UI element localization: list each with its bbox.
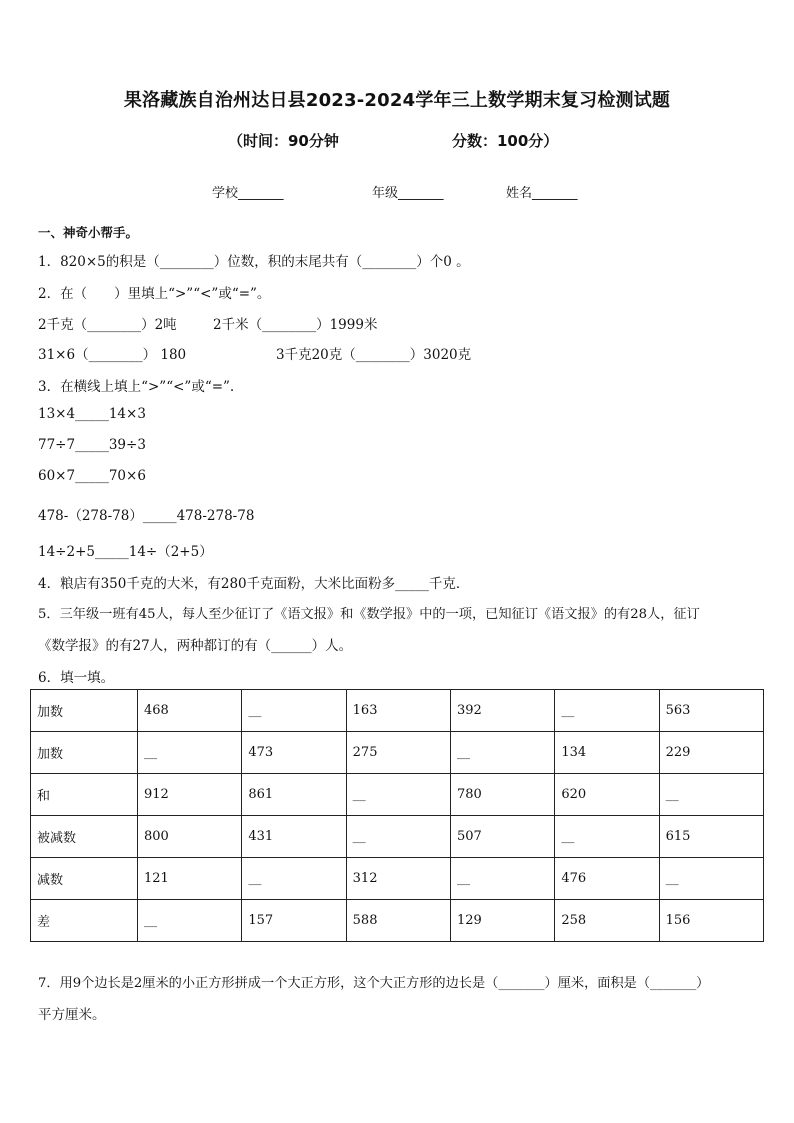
exam-score: 分数：100分） (452, 132, 559, 150)
table-cell[interactable]: __ (346, 816, 450, 858)
question-6: 6．填一填。 (38, 670, 115, 686)
table-row (31, 816, 764, 858)
question-3-item-c: 60×7_____70×6 (38, 468, 146, 484)
table-cell[interactable]: __ (242, 858, 346, 900)
table-cell[interactable]: __ (138, 900, 242, 942)
table-row (31, 732, 764, 774)
table-row (31, 774, 764, 816)
question-2-item-b: 2千米（________）1999米 (213, 317, 378, 333)
table-row (31, 690, 764, 732)
question-2: 2．在（ ）里填上“>”“<”或“=”。 (38, 286, 271, 302)
question-5-line-2: 《数学报》的有27人，两种都订的有（______）人。 (38, 638, 353, 654)
table-cell[interactable]: __ (659, 774, 763, 816)
table-row-header: 被减数 (31, 816, 138, 858)
table-cell: 588 (346, 900, 450, 942)
question-1: 1．820×5的积是（________）位数，积的末尾共有（________）个0 。 (38, 254, 470, 270)
table-cell: 275 (346, 732, 450, 774)
fill-in-table (30, 689, 764, 942)
table-row-header: 和 (31, 774, 138, 816)
question-2-item-d: 3千克20克（________）3020克 (276, 347, 472, 363)
table-cell: 156 (659, 900, 763, 942)
name-field[interactable]: 姓名_______ (506, 186, 578, 201)
question-5-line-1: 5．三年级一班有45人，每人至少征订了《语文报》和《数学报》中的一项，已知征订《语文报》的有28人，征订 (38, 607, 700, 622)
table-cell: 473 (242, 732, 346, 774)
question-3-item-e: 14÷2+5_____14÷（2+5） (38, 544, 213, 560)
question-2-item-c: 31×6（________） 180 (38, 347, 187, 363)
table-cell: 431 (242, 816, 346, 858)
question-7-line-1: 7．用9个边长是2厘米的小正方形拼成一个大正方形，这个大正方形的边长是（_______）厘米，面积是（_______） (38, 976, 710, 991)
table-cell: 121 (138, 858, 242, 900)
table-cell: 392 (450, 690, 554, 732)
exam-time: （时间：90分钟 (228, 132, 339, 150)
question-7-line-2: 平方厘米。 (38, 1007, 106, 1023)
table-row (31, 858, 764, 900)
table-row-header: 加数 (31, 732, 138, 774)
table-cell: 912 (138, 774, 242, 816)
table-row (31, 900, 764, 942)
table-row-header: 差 (31, 900, 138, 942)
table-cell: 129 (450, 900, 554, 942)
table-cell: 163 (346, 690, 450, 732)
table-cell: 780 (450, 774, 554, 816)
table-cell[interactable]: __ (555, 816, 659, 858)
table-cell: 312 (346, 858, 450, 900)
page-title: 果洛藏族自治州达日县2023-2024学年三上数学期末复习检测试题 (123, 90, 671, 111)
table-cell: 615 (659, 816, 763, 858)
section-heading: 一、神奇小帮手。 (38, 225, 139, 240)
table-cell: 258 (555, 900, 659, 942)
table-cell: 134 (555, 732, 659, 774)
question-3-item-b: 77÷7_____39÷3 (38, 437, 146, 453)
table-cell[interactable]: __ (138, 732, 242, 774)
table-cell: 229 (659, 732, 763, 774)
table-cell: 800 (138, 816, 242, 858)
question-3: 3．在横线上填上“>”“<”或“=”. (38, 379, 235, 395)
grade-field[interactable]: 年级_______ (372, 186, 444, 201)
school-field[interactable]: 学校_______ (212, 186, 284, 201)
table-cell: 476 (555, 858, 659, 900)
question-3-item-a: 13×4_____14×3 (38, 406, 146, 422)
table-row-header: 加数 (31, 690, 138, 732)
table-cell[interactable]: __ (450, 858, 554, 900)
table-cell: 468 (138, 690, 242, 732)
table-cell: 157 (242, 900, 346, 942)
table-cell[interactable]: __ (242, 690, 346, 732)
question-4: 4．粮店有350千克的大米，有280千克面粉，大米比面粉多_____千克． (38, 576, 470, 592)
table-cell[interactable]: __ (555, 690, 659, 732)
table-cell[interactable]: __ (659, 858, 763, 900)
table-cell: 620 (555, 774, 659, 816)
table-row-header: 减数 (31, 858, 138, 900)
table-cell[interactable]: __ (346, 774, 450, 816)
question-2-item-a: 2千克（________）2吨 (38, 317, 177, 333)
table-cell: 563 (659, 690, 763, 732)
table-cell: 507 (450, 816, 554, 858)
question-3-item-d: 478-（278-78）_____478-278-78 (38, 508, 255, 524)
table-cell: 861 (242, 774, 346, 816)
table-cell[interactable]: __ (450, 732, 554, 774)
